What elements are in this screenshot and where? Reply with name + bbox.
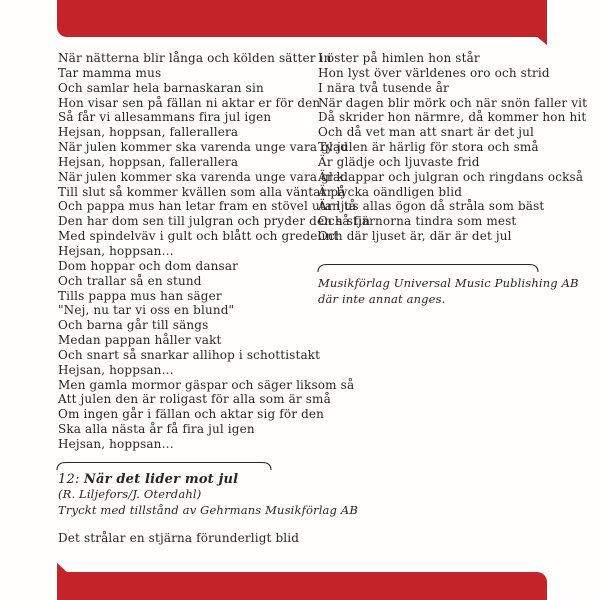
top-red-band (57, 0, 547, 37)
right-lyrics-column (318, 51, 587, 244)
lyric-line: Och stjärnorna tindra som mest (318, 214, 517, 229)
lyric-line: Om ingen går i fällan och aktar sig för den (58, 407, 325, 422)
song-license: Tryckt med tillstånd av Gehrmans Musikförlag AB (58, 502, 358, 517)
lyric-line: I nära två tusende år (318, 80, 449, 95)
lyric-line: Och trallar så en stund (58, 273, 202, 288)
lyric-line: Hejsan, hoppsan… (58, 362, 174, 377)
song-number: 12: (58, 472, 80, 487)
song-first-line: Det strålar en stjärna förunderligt blid (58, 531, 300, 545)
lyric-line: Ty julen är härlig för stora och små (318, 140, 539, 155)
lyric-line: Då skrider hon närmre, då kommer hon hit (318, 110, 587, 125)
song-title-line (58, 472, 358, 487)
song-title: När det lider mot jul (83, 472, 239, 487)
bottom-red-band-tail (57, 563, 68, 573)
lyric-line: Och samlar hela barnaskaran sin (58, 80, 264, 95)
lyric-line: Och då vet man att snart är det jul (318, 125, 535, 140)
lyric-line: Hejsan, hoppsan… (58, 243, 174, 258)
lyric-line: Den har dom sen till julgran och pryder den så fin (58, 214, 371, 229)
lyric-line: Dom hoppar och dom dansar (58, 258, 239, 273)
lyric-line: Hon lyst över världenes oro och strid (318, 65, 550, 80)
lyric-line: När dagen blir mörk och när snön faller vit (318, 95, 588, 110)
lyric-line: Är ljus allas ögon då stråla som bäst (318, 199, 545, 214)
lyric-line: Och där ljuset är, där är det jul (318, 229, 512, 244)
lyric-line: När julen kommer ska varenda unge vara glad (58, 140, 349, 155)
lyric-line: Medan pappan håller vakt (58, 333, 222, 348)
lyric-line: Hon visar sen på fällan ni aktar er för den (58, 95, 321, 110)
lyric-line: I öster på himlen hon står (318, 51, 480, 65)
lyric-line: Hejsan, hoppsan, fallerallera (58, 154, 239, 169)
lyric-line: Tar mamma mus (58, 65, 162, 80)
lyric-line: Och barna går till sängs (58, 318, 209, 333)
lyric-line: När nätterna blir långa och kölden sätter in (58, 51, 332, 65)
lyric-line: Tills pappa mus han säger (58, 288, 222, 303)
lyric-line: "Nej, nu tar vi oss en blund" (58, 303, 235, 318)
lyric-line: Är glädje och ljuvaste frid (318, 154, 480, 169)
song-header (58, 472, 358, 518)
lyric-line: Till slut så kommer kvällen som alla väntar på (58, 184, 346, 199)
top-red-band-tail (536, 36, 547, 45)
lyric-line: Hejsan, hoppsan, fallerallera (58, 125, 239, 140)
publisher-note (318, 276, 579, 307)
lyric-line: När julen kommer ska varenda unge vara glad (58, 169, 349, 184)
lyric-line: Hejsan, hoppsan… (58, 436, 174, 451)
lyric-line: Att julen den är roligast för alla som är små (58, 392, 331, 407)
lyric-line: Men gamla mormor gäspar och säger liksom så (58, 377, 355, 392)
section-divider-right (317, 262, 539, 273)
lyric-line: Med spindelväv i gult och blått och gredelint (58, 229, 339, 244)
lyric-line: Är lycka oändligen blid (318, 184, 463, 199)
section-divider-left (56, 460, 272, 471)
lyric-line: Och snart så snarkar allihop i schottistakt (58, 347, 321, 362)
publisher-note-line: där inte annat anges. (318, 291, 446, 306)
lyric-line: Är klappar och julgran och ringdans också (318, 169, 584, 184)
song-credits: (R. Liljefors/J. Oterdahl) (58, 487, 202, 501)
lyric-line: Och pappa mus han letar fram en stövel utan tå (58, 199, 357, 214)
lyric-line: Så får vi allesammans fira jul igen (58, 110, 272, 125)
lyric-line: Ska alla nästa år få fira jul igen (58, 422, 255, 437)
publisher-note-line: Musikförlag Universal Music Publishing AB (318, 276, 579, 290)
bottom-red-band (57, 572, 547, 600)
